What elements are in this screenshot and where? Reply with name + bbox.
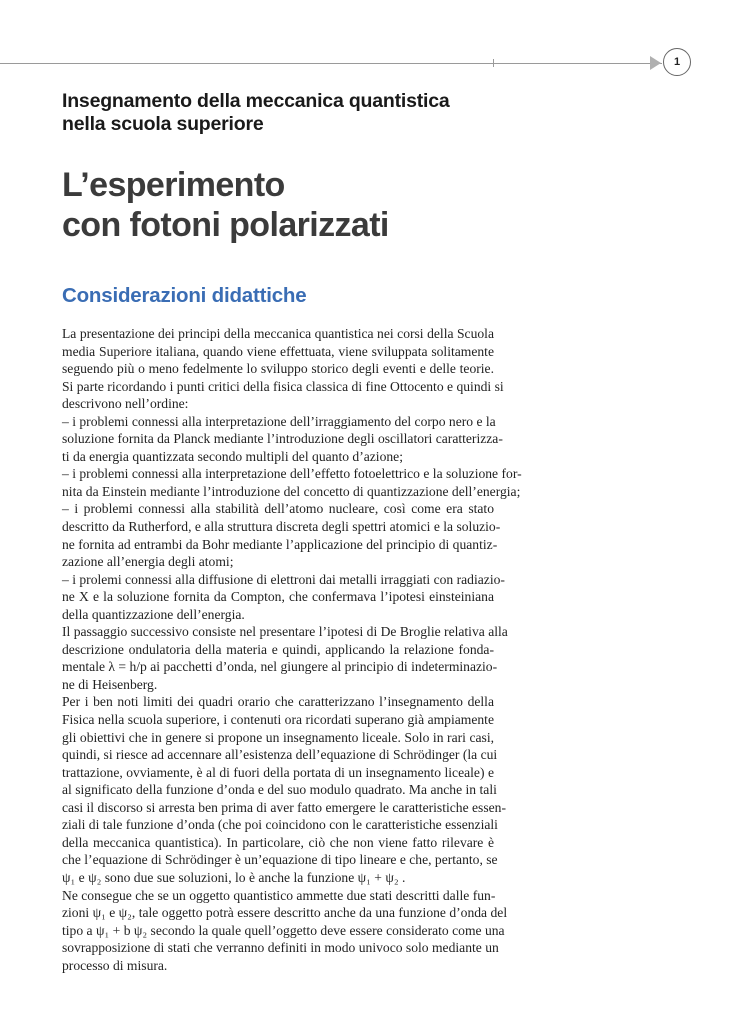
body-line: processo di misura. bbox=[62, 957, 168, 973]
body-line: quindi, si riesce ad accennare all’esistenza dell’equazione di Schrödinger (la cui bbox=[62, 747, 498, 763]
body-line: Il passaggio successivo consiste nel presentare l’ipotesi di De Broglie relativa alla bbox=[62, 624, 508, 640]
body-line: seguendo più o meno fedelmente lo sviluppo storico degli eventi e delle teorie. bbox=[62, 361, 494, 377]
body-line: descritto da Rutherford, e alla struttura discreta degli spettri atomici e la soluzio- bbox=[62, 519, 501, 535]
body-line: – i problemi connessi alla interpretazione dell’effetto fotoelettrico e la soluzione for- bbox=[62, 466, 522, 482]
body-line: nita da Einstein mediante l’introduzione del concetto di quantizzazione dell’energia; bbox=[62, 483, 521, 499]
body-line: – i prolemi connessi alla diffusione di elettroni dai metalli irraggiati con radiazio- bbox=[62, 571, 505, 587]
series-title-line-2: nella scuola superiore bbox=[62, 113, 264, 135]
body-line: che l’equazione di Schrödinger è un’equazione di tipo lineare e che, pertanto, se bbox=[62, 852, 498, 868]
body-line: tipo a ψ₁ + b ψ₂ secondo la quale quell’oggetto deve essere considerato come una bbox=[62, 922, 505, 938]
body-line: ne fornita ad entrambi da Bohr mediante l’applicazione del principio di quantiz- bbox=[62, 536, 498, 552]
body-line: trattazione, ovviamente, è al di fuori della portata di un insegnamento liceale) e bbox=[62, 764, 494, 780]
body-line: – i problemi connessi alla stabilità dell’atomo nucleare, così come era stato bbox=[62, 501, 494, 517]
body-line: descrizione ondulatoria della materia e quindi, applicando la relazione fonda- bbox=[62, 641, 494, 657]
body-line: ti da energia quantizzata secondo multipli del quanto d’azione; bbox=[62, 448, 403, 464]
body-line: media Superiore italiana, quando viene effettuata, viene sviluppata solitamente bbox=[62, 343, 494, 359]
body-text bbox=[62, 325, 522, 974]
body-line: della meccanica quantistica). In particolare, ciò che non viene fatto rilevare è bbox=[62, 834, 494, 850]
page-title-line-2: con fotoni polarizzati bbox=[62, 206, 389, 244]
body-line: ψ₁ e ψ₂ sono due sue soluzioni, lo è anche la funzione ψ₁ + ψ₂ . bbox=[62, 869, 406, 885]
body-line: al significato della funzione d’onda e del suo modulo quadrato. Ma anche in tali bbox=[62, 782, 497, 798]
page-title-line-1: L’esperimento bbox=[62, 166, 285, 204]
page-number: 1 bbox=[663, 48, 691, 76]
body-line: – i problemi connessi alla interpretazione dell’irraggiamento del corpo nero e la bbox=[62, 413, 496, 429]
section-heading: Considerazioni didattiche bbox=[62, 284, 307, 307]
body-line: casi il discorso si arresta ben prima di aver fatto emergere le caratteristiche essen- bbox=[62, 799, 506, 815]
body-line: Per i ben noti limiti dei quadri orario che caratterizzano l’insegnamento della bbox=[62, 694, 494, 710]
body-line: Fisica nella scuola superiore, i contenuti ora ricordati superano già ampiamente bbox=[62, 712, 494, 728]
header-rule bbox=[0, 63, 662, 64]
body-line: sovrapposizione di stati che verranno definiti in modo univoco solo mediante un bbox=[62, 940, 499, 956]
body-line: zazione all’energia degli atomi; bbox=[62, 554, 234, 570]
body-line: ziali di tale funzione d’onda (che poi coincidono con le caratteristiche essenziali bbox=[62, 817, 498, 833]
header-arrow-icon bbox=[650, 56, 661, 70]
body-line: ne di Heisenberg. bbox=[62, 676, 158, 692]
body-line: descrivono nell’ordine: bbox=[62, 396, 189, 412]
series-title-line-1: Insegnamento della meccanica quantistica bbox=[62, 90, 450, 112]
body-line: della quantizzazione dell’energia. bbox=[62, 606, 245, 622]
body-line: mentale λ = h/p ai pacchetti d’onda, nel giungere al principio di indeterminazio- bbox=[62, 659, 498, 675]
body-line: ne X e la soluzione fornita da Compton, che confermava l’ipotesi einsteiniana bbox=[62, 589, 494, 605]
body-line: gli obiettivi che in genere si propone un insegnamento liceale. Solo in rari casi, bbox=[62, 729, 494, 745]
series-title bbox=[62, 90, 582, 136]
page-title bbox=[62, 165, 622, 245]
body-line: Ne consegue che se un oggetto quantistico ammette due stati descritti dalle fun- bbox=[62, 887, 496, 903]
header-rule-tick bbox=[493, 59, 494, 67]
body-line: La presentazione dei principi della meccanica quantistica nei corsi della Scuola bbox=[62, 326, 494, 341]
body-line: soluzione fornita da Planck mediante l’introduzione degli oscillatori caratterizza- bbox=[62, 431, 503, 447]
body-line: zioni ψ₁ e ψ₂, tale oggetto potrà essere descritto anche da una funzione d’onda del bbox=[62, 905, 508, 921]
body-line: Si parte ricordando i punti critici della fisica classica di fine Ottocento e quindi si bbox=[62, 378, 504, 394]
